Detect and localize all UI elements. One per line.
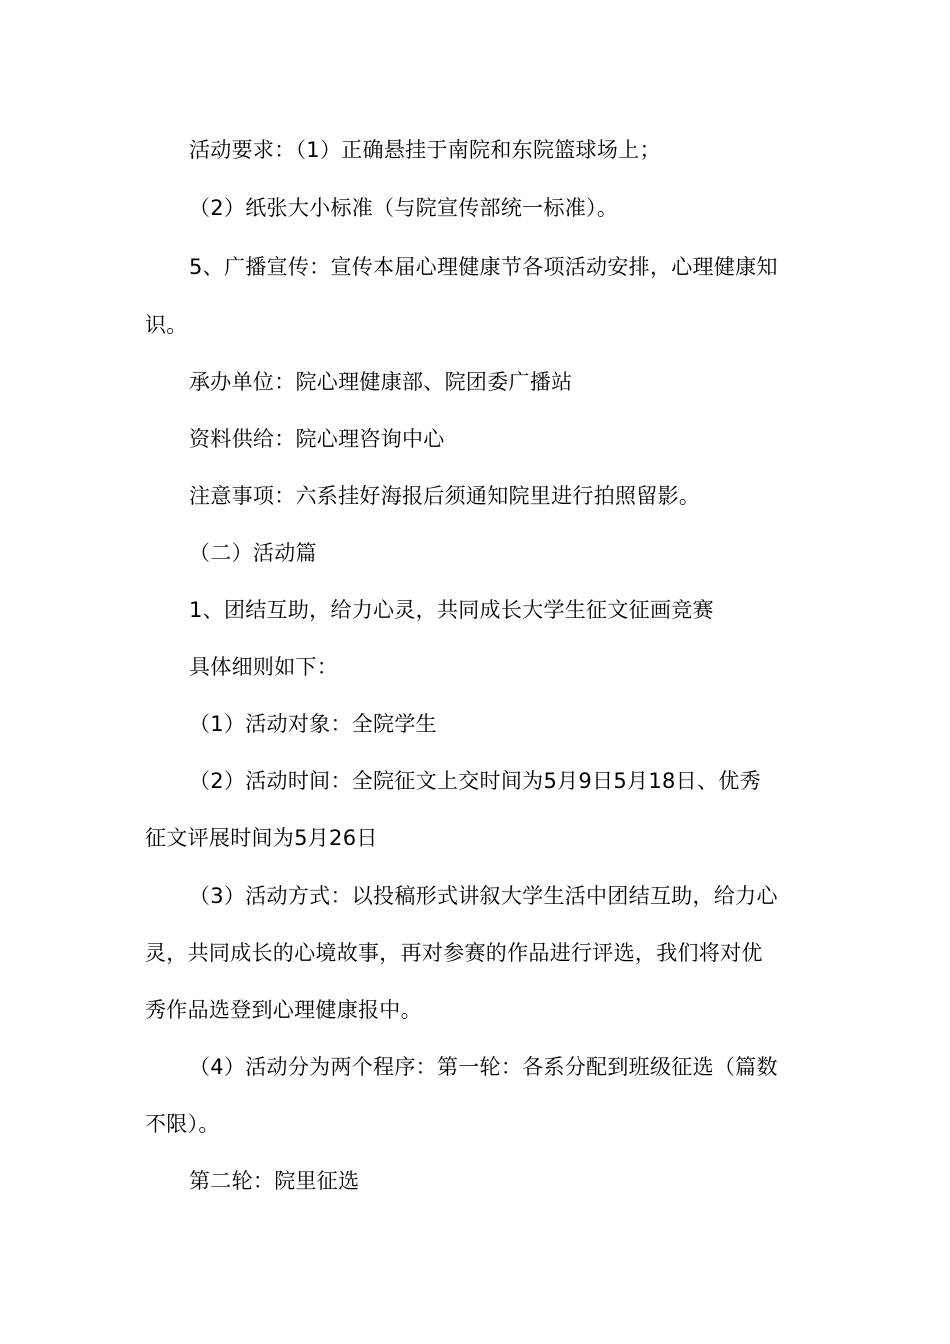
text-line-notes: 注意事项：六系挂好海报后须通知院里进行拍照留影。 — [189, 484, 701, 508]
text-line-procedure: （4）活动分为两个程序：第一轮：各系分配到班级征选（篇数 — [189, 1055, 778, 1079]
text-line-target: （1）活动对象：全院学生 — [189, 712, 437, 736]
text-line-time-cont: 征文评展时间为5月26日 — [145, 826, 378, 850]
text-line-method-cont-2: 秀作品选登到心理健康报中。 — [145, 998, 422, 1022]
text-line-requirements: 活动要求：（1）正确悬挂于南院和东院篮球场上； — [189, 138, 661, 162]
text-line-details: 具体细则如下： — [189, 655, 339, 679]
text-line-broadcast-cont: 识。 — [145, 313, 188, 337]
text-line-paper-size: （2）纸张大小标准（与院宣传部统一标准）。 — [189, 196, 619, 220]
text-line-broadcast: 5、广播宣传：宣传本届心理健康节各项活动安排，心理健康知 — [189, 255, 778, 279]
text-line-time: （2）活动时间：全院征文上交时间为5月9日5月18日、优秀 — [189, 769, 761, 793]
text-line-method-cont-1: 灵，共同成长的心境故事，再对参赛的作品进行评选，我们将对优 — [145, 941, 763, 965]
text-line-procedure-cont: 不限）。 — [145, 1112, 220, 1136]
text-line-contest-title: 1、团结互助，给力心灵，共同成长大学生征文征画竞赛 — [189, 598, 714, 622]
text-line-materials: 资料供给：院心理咨询中心 — [189, 427, 445, 451]
text-line-method: （3）活动方式：以投稿形式讲叙大学生活中团结互助，给力心 — [189, 884, 778, 908]
section-heading-activities: （二）活动篇 — [189, 541, 317, 565]
text-line-organizer: 承办单位：院心理健康部、院团委广播站 — [189, 370, 573, 394]
text-line-round-two: 第二轮：院里征选 — [189, 1169, 360, 1193]
